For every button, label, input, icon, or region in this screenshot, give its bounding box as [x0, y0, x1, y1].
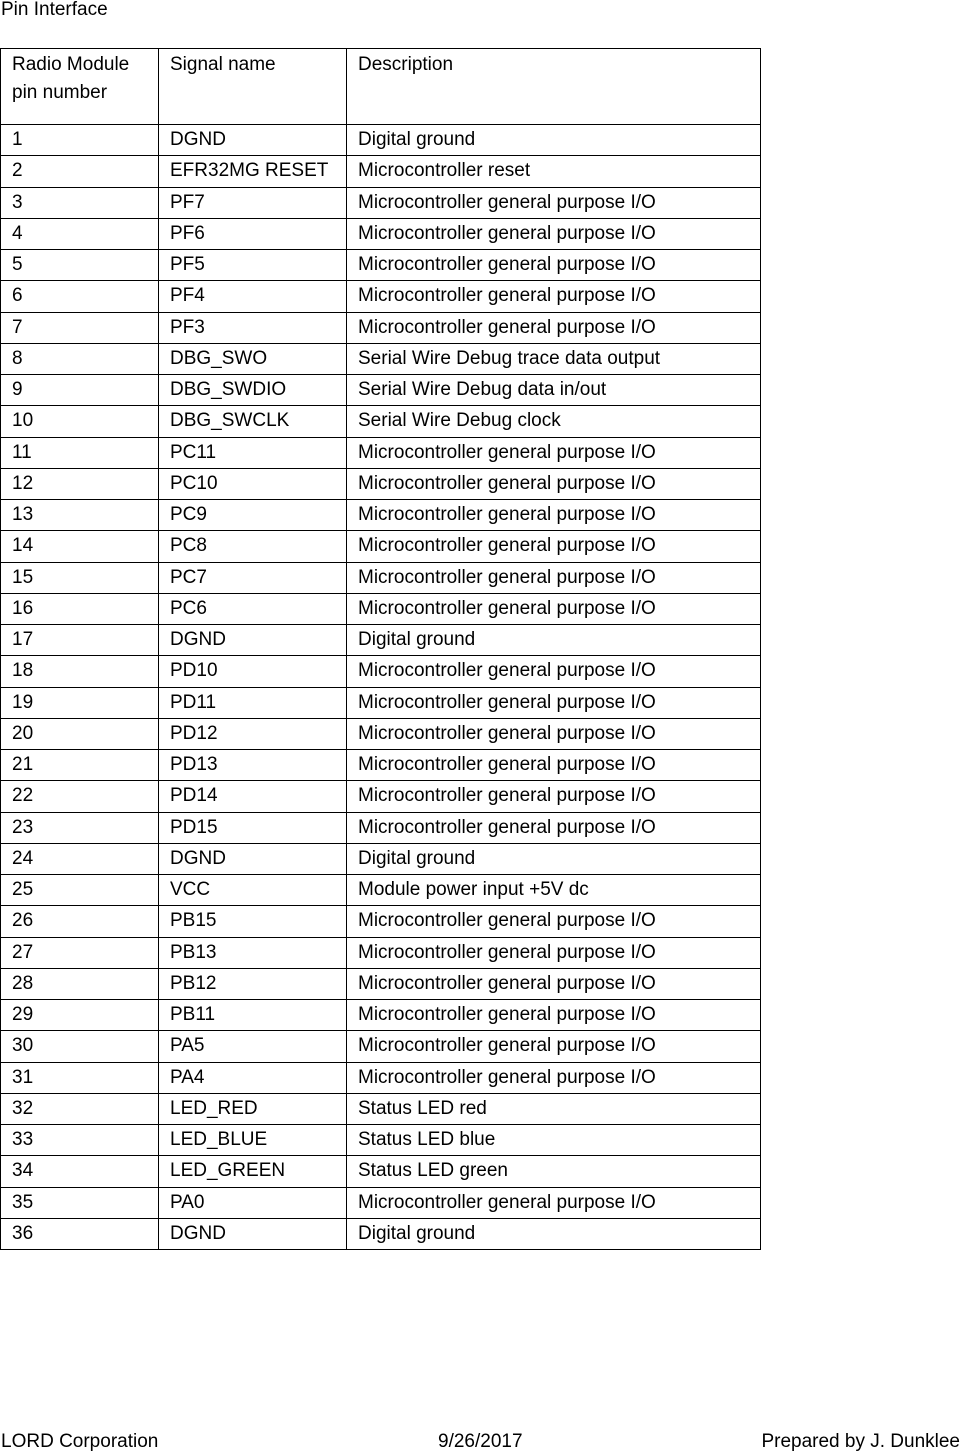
table-row — [1, 781, 761, 812]
pin-number-cell: 30 — [1, 1031, 159, 1062]
header-signal-name: Signal name — [159, 49, 347, 125]
signal-name-cell: LED_GREEN — [159, 1156, 347, 1187]
table-row — [1, 1156, 761, 1187]
description-cell: Microcontroller general purpose I/O — [347, 906, 761, 937]
signal-name-cell: LED_RED — [159, 1093, 347, 1124]
table-row — [1, 406, 761, 437]
pin-number-cell: 25 — [1, 875, 159, 906]
signal-name-cell: EFR32MG RESET — [159, 156, 347, 187]
description-cell: Microcontroller general purpose I/O — [347, 437, 761, 468]
table-row — [1, 250, 761, 281]
pin-number-cell: 18 — [1, 656, 159, 687]
pin-number-cell: 15 — [1, 562, 159, 593]
signal-name-cell: DBG_SWCLK — [159, 406, 347, 437]
signal-name-cell: PF6 — [159, 218, 347, 249]
signal-name-cell: PB12 — [159, 968, 347, 999]
description-cell: Status LED blue — [347, 1125, 761, 1156]
description-cell: Status LED red — [347, 1093, 761, 1124]
description-cell: Microcontroller general purpose I/O — [347, 500, 761, 531]
pin-interface-table — [0, 48, 761, 1250]
table-row — [1, 1187, 761, 1218]
signal-name-cell: PD14 — [159, 781, 347, 812]
footer-author: Prepared by J. Dunklee — [761, 1431, 960, 1452]
table-row — [1, 937, 761, 968]
description-cell: Serial Wire Debug data in/out — [347, 375, 761, 406]
pin-number-cell: 32 — [1, 1093, 159, 1124]
page-footer — [0, 1430, 974, 1454]
header-description: Description — [347, 49, 761, 125]
description-cell: Microcontroller general purpose I/O — [347, 812, 761, 843]
pin-number-cell: 6 — [1, 281, 159, 312]
description-cell: Microcontroller general purpose I/O — [347, 1031, 761, 1062]
signal-name-cell: PD10 — [159, 656, 347, 687]
pin-number-cell: 31 — [1, 1062, 159, 1093]
pin-number-cell: 13 — [1, 500, 159, 531]
description-cell: Microcontroller general purpose I/O — [347, 531, 761, 562]
pin-number-cell: 29 — [1, 1000, 159, 1031]
table-row — [1, 906, 761, 937]
pin-number-cell: 27 — [1, 937, 159, 968]
table-row — [1, 656, 761, 687]
description-cell: Module power input +5V dc — [347, 875, 761, 906]
pin-number-cell: 24 — [1, 843, 159, 874]
signal-name-cell: PF5 — [159, 250, 347, 281]
description-cell: Serial Wire Debug clock — [347, 406, 761, 437]
table-row — [1, 593, 761, 624]
description-cell: Serial Wire Debug trace data output — [347, 343, 761, 374]
table-row — [1, 625, 761, 656]
table-row — [1, 687, 761, 718]
table-row — [1, 375, 761, 406]
pin-number-cell: 28 — [1, 968, 159, 999]
table-row — [1, 312, 761, 343]
description-cell: Digital ground — [347, 1218, 761, 1249]
pin-number-cell: 34 — [1, 1156, 159, 1187]
table-row — [1, 1218, 761, 1249]
table-row — [1, 1125, 761, 1156]
signal-name-cell: PC7 — [159, 562, 347, 593]
pin-number-cell: 33 — [1, 1125, 159, 1156]
description-cell: Microcontroller general purpose I/O — [347, 781, 761, 812]
signal-name-cell: PD13 — [159, 750, 347, 781]
signal-name-cell: VCC — [159, 875, 347, 906]
signal-name-cell: PF4 — [159, 281, 347, 312]
table-row — [1, 218, 761, 249]
footer-date: 9/26/2017 — [438, 1431, 523, 1452]
description-cell: Microcontroller general purpose I/O — [347, 937, 761, 968]
description-cell: Microcontroller general purpose I/O — [347, 1000, 761, 1031]
pin-number-cell: 14 — [1, 531, 159, 562]
pin-number-cell: 17 — [1, 625, 159, 656]
table-row — [1, 750, 761, 781]
signal-name-cell: DGND — [159, 625, 347, 656]
pin-number-cell: 11 — [1, 437, 159, 468]
table-row — [1, 500, 761, 531]
table-row — [1, 843, 761, 874]
table-row — [1, 531, 761, 562]
table-header — [1, 49, 761, 125]
description-cell: Digital ground — [347, 843, 761, 874]
description-cell: Digital ground — [347, 125, 761, 156]
pin-number-cell: 19 — [1, 687, 159, 718]
table-row — [1, 562, 761, 593]
description-cell: Digital ground — [347, 625, 761, 656]
table-row — [1, 1093, 761, 1124]
pin-number-cell: 9 — [1, 375, 159, 406]
signal-name-cell: DBG_SWDIO — [159, 375, 347, 406]
header-row — [1, 49, 761, 125]
signal-name-cell: DGND — [159, 1218, 347, 1249]
description-cell: Microcontroller general purpose I/O — [347, 250, 761, 281]
table-row — [1, 437, 761, 468]
table-row — [1, 1062, 761, 1093]
description-cell: Microcontroller reset — [347, 156, 761, 187]
pin-number-cell: 22 — [1, 781, 159, 812]
description-cell: Microcontroller general purpose I/O — [347, 1187, 761, 1218]
signal-name-cell: PD12 — [159, 718, 347, 749]
description-cell: Microcontroller general purpose I/O — [347, 687, 761, 718]
footer-company: LORD Corporation — [1, 1431, 159, 1452]
description-cell: Status LED green — [347, 1156, 761, 1187]
table-row — [1, 468, 761, 499]
signal-name-cell: PB11 — [159, 1000, 347, 1031]
table-row — [1, 281, 761, 312]
table-row — [1, 187, 761, 218]
pin-number-cell: 1 — [1, 125, 159, 156]
description-cell: Microcontroller general purpose I/O — [347, 968, 761, 999]
description-cell: Microcontroller general purpose I/O — [347, 656, 761, 687]
description-cell: Microcontroller general purpose I/O — [347, 750, 761, 781]
pin-number-cell: 7 — [1, 312, 159, 343]
description-cell: Microcontroller general purpose I/O — [347, 718, 761, 749]
table-row — [1, 125, 761, 156]
table-row — [1, 875, 761, 906]
signal-name-cell: PC9 — [159, 500, 347, 531]
description-cell: Microcontroller general purpose I/O — [347, 312, 761, 343]
description-cell: Microcontroller general purpose I/O — [347, 1062, 761, 1093]
pin-number-cell: 26 — [1, 906, 159, 937]
signal-name-cell: PF3 — [159, 312, 347, 343]
pin-number-cell: 10 — [1, 406, 159, 437]
pin-number-cell: 2 — [1, 156, 159, 187]
description-cell: Microcontroller general purpose I/O — [347, 218, 761, 249]
pin-number-cell: 8 — [1, 343, 159, 374]
signal-name-cell: LED_BLUE — [159, 1125, 347, 1156]
pin-number-cell: 20 — [1, 718, 159, 749]
signal-name-cell: DBG_SWO — [159, 343, 347, 374]
signal-name-cell: PA5 — [159, 1031, 347, 1062]
table-row — [1, 1031, 761, 1062]
pin-number-cell: 12 — [1, 468, 159, 499]
table-body — [1, 125, 761, 1250]
signal-name-cell: PA4 — [159, 1062, 347, 1093]
signal-name-cell: PC8 — [159, 531, 347, 562]
table-row — [1, 968, 761, 999]
header-pin-number: Radio Module pin number — [1, 49, 159, 125]
pin-number-cell: 36 — [1, 1218, 159, 1249]
signal-name-cell: PB15 — [159, 906, 347, 937]
description-cell: Microcontroller general purpose I/O — [347, 187, 761, 218]
table-row — [1, 1000, 761, 1031]
table-row — [1, 812, 761, 843]
signal-name-cell: PC6 — [159, 593, 347, 624]
signal-name-cell: DGND — [159, 843, 347, 874]
signal-name-cell: PC11 — [159, 437, 347, 468]
pin-number-cell: 3 — [1, 187, 159, 218]
table-row — [1, 156, 761, 187]
signal-name-cell: PF7 — [159, 187, 347, 218]
pin-number-cell: 4 — [1, 218, 159, 249]
description-cell: Microcontroller general purpose I/O — [347, 281, 761, 312]
pin-number-cell: 21 — [1, 750, 159, 781]
description-cell: Microcontroller general purpose I/O — [347, 593, 761, 624]
pin-number-cell: 35 — [1, 1187, 159, 1218]
description-cell: Microcontroller general purpose I/O — [347, 562, 761, 593]
table-row — [1, 718, 761, 749]
description-cell: Microcontroller general purpose I/O — [347, 468, 761, 499]
table-row — [1, 343, 761, 374]
signal-name-cell: PA0 — [159, 1187, 347, 1218]
signal-name-cell: PB13 — [159, 937, 347, 968]
signal-name-cell: PD11 — [159, 687, 347, 718]
pin-number-cell: 23 — [1, 812, 159, 843]
signal-name-cell: PD15 — [159, 812, 347, 843]
section-title: Pin Interface — [1, 0, 108, 20]
pin-number-cell: 5 — [1, 250, 159, 281]
pin-number-cell: 16 — [1, 593, 159, 624]
signal-name-cell: PC10 — [159, 468, 347, 499]
signal-name-cell: DGND — [159, 125, 347, 156]
